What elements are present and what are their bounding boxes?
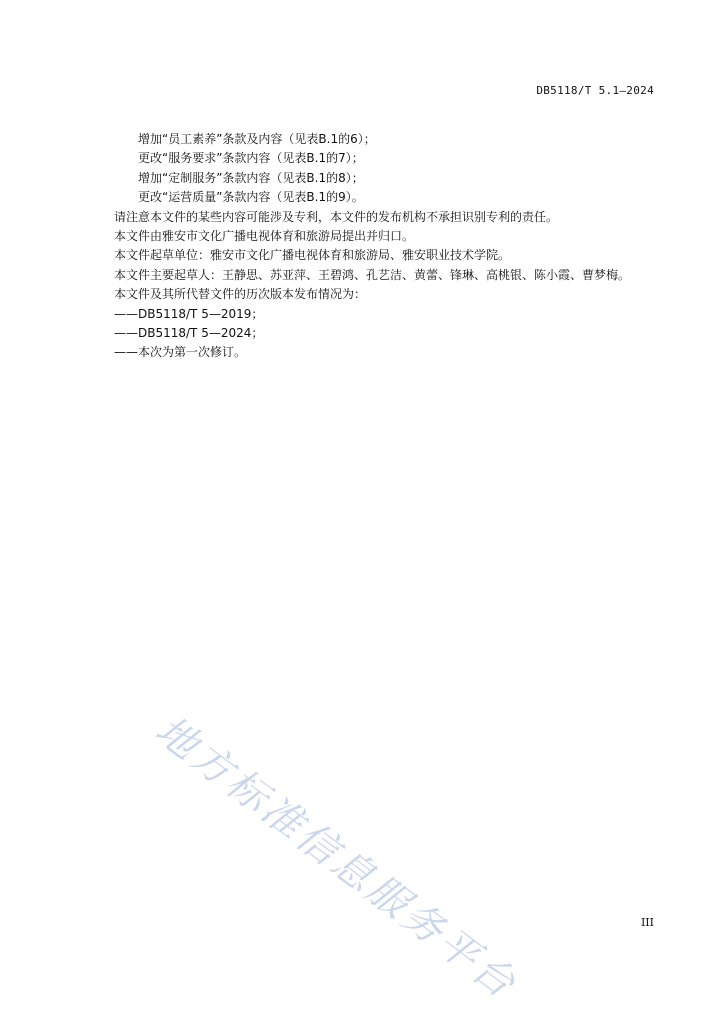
patent-notice: 请注意本文件的某些内容可能涉及专利，本文件的发布机构不承担识别专利的责任。 [114, 209, 559, 224]
change-item: 更改“服务要求”条款内容（见表B.1的7）； [138, 151, 364, 166]
history-item: ——DB5118/T 5—2024； [114, 325, 264, 340]
document-code-header: DB5118/T 5.1—2024 [536, 84, 654, 97]
history-intro: 本文件及其所代替文件的历次版本发布情况为： [114, 287, 367, 302]
page-number: III [640, 916, 654, 929]
drafters: 本文件主要起草人：王静思、苏亚萍、王碧鸿、孔艺洁、黄蕾、锋琳、高桃银、陈小霞、曹梦梅。 [114, 267, 631, 282]
foreword-body [114, 130, 674, 363]
change-item: 更改“运营质量”条款内容（见表B.1的9）。 [138, 190, 364, 205]
watermark: 地方标准信息服务平台 [146, 707, 526, 1009]
history-item: ——DB5118/T 5—2019； [114, 306, 264, 321]
change-item: 增加“员工素养”条款及内容（见表B.1的6）； [138, 132, 376, 146]
drafting-units: 本文件起草单位：雅安市文化广播电视体育和旅游局、雅安职业技术学院。 [114, 248, 511, 263]
change-item: 增加“定制服务”条款内容（见表B.1的8）； [138, 170, 364, 185]
history-item: ——本次为第一次修订。 [114, 345, 247, 360]
proposed-by: 本文件由雅安市文化广播电视体育和旅游局提出并归口。 [114, 228, 415, 243]
